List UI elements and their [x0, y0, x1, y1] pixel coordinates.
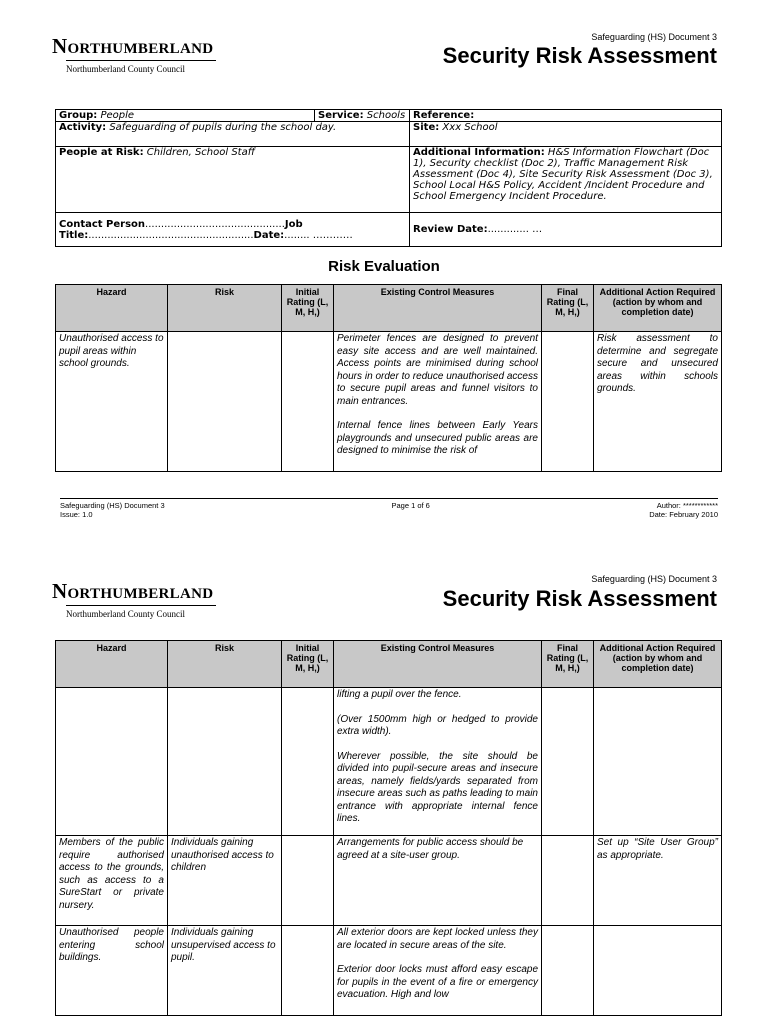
- activity-cell: [56, 122, 410, 147]
- jobtitle-dots: ....................................................: [88, 229, 254, 241]
- measure-text: Internal fence lines between Early Years playgrounds and unsecured public areas are designed to minimise the risk of: [337, 420, 538, 456]
- header-initial-rating: Initial Rating (L, M, H,): [282, 641, 334, 688]
- council-logo: [52, 579, 216, 619]
- contact-label: Contact Person: [59, 218, 146, 230]
- initial-rating-cell: [282, 688, 334, 836]
- existing-measures-cell: [334, 332, 542, 472]
- site-value: Xxx School: [442, 122, 498, 133]
- page-2: [0, 545, 768, 1024]
- reference-cell: [410, 110, 722, 122]
- final-rating-cell: [542, 688, 594, 836]
- people-label: People at Risk:: [59, 147, 144, 158]
- site-cell: [410, 122, 722, 147]
- additional-action-cell: [594, 926, 722, 1016]
- header-risk: Risk: [168, 285, 282, 332]
- additional-action-cell: [594, 688, 722, 836]
- logo-wordmark: Northumberland: [52, 579, 214, 603]
- header-risk: Risk: [168, 641, 282, 688]
- assessment-info-table: [55, 109, 722, 247]
- initial-rating-cell: [282, 926, 334, 1016]
- measure-text: Arrangements for public access should be agreed at a site-user group.: [337, 837, 524, 861]
- header-initial-rating: Initial Rating (L, M, H,): [282, 285, 334, 332]
- footer-page-number: Page 1 of 6: [391, 501, 430, 510]
- activity-value: Safeguarding of pupils during the school day.: [109, 122, 337, 133]
- final-rating-cell: [542, 926, 594, 1016]
- existing-measures-cell: [334, 836, 542, 926]
- risk-cell: Individuals gaining unsupervised access to pupil.: [168, 926, 282, 1016]
- risk-evaluation-table: [55, 284, 722, 472]
- header-hazard: Hazard: [56, 641, 168, 688]
- measure-text: lifting a pupil over the fence.: [337, 689, 462, 700]
- council-logo: [52, 34, 216, 74]
- table-row: [56, 688, 722, 836]
- header-additional-action: Additional Action Required (action by whom and completion date): [594, 641, 722, 688]
- header-additional-action: Additional Action Required (action by whom and completion date): [594, 285, 722, 332]
- measure-text: Wherever possible, the site should be divided into pupil-secure areas and insecure areas, namely fields/yards separated from insecure areas such as paths leading to main entrance with appropriate internal fence lines.: [337, 750, 538, 824]
- risk-evaluation-table: [55, 640, 722, 1016]
- review-label: Review Date:: [413, 224, 488, 235]
- header-final-rating: Final Rating (L, M, H,): [542, 285, 594, 332]
- hazard-cell: Unauthorised access to pupil areas within school grounds.: [56, 332, 168, 472]
- additional-info-cell: [410, 147, 722, 213]
- logo-wordmark: Northumberland: [52, 34, 214, 58]
- header-existing-measures: Existing Control Measures: [334, 641, 542, 688]
- group-label: Group:: [59, 110, 98, 121]
- footer-author: Author: ************: [656, 501, 718, 510]
- site-label: Site:: [413, 122, 440, 133]
- hazard-cell: Members of the public require authorised access to the grounds, such as access to a SureStart or private nursery.: [56, 836, 168, 926]
- footer-divider: [60, 498, 718, 499]
- people-at-risk-cell: [56, 147, 410, 213]
- additional-action-cell: Risk assessment to determine and segregate secure and unsecured areas within schools grounds.: [594, 332, 722, 472]
- section-title: Risk Evaluation: [328, 258, 440, 275]
- table-row: [56, 836, 722, 926]
- review-date-cell: [410, 213, 722, 247]
- existing-measures-cell: [334, 926, 542, 1016]
- group-value: People: [100, 110, 135, 121]
- logo-council-name: Northumberland County Council: [66, 605, 216, 619]
- additional-value: H&S Information Flowchart (Doc 1), Security checklist (Doc 2), Traffic Management Risk Assessment (Doc 4), Site Security Risk Assessment (Doc 3), School Local H&S Policy, Accident /Incident Procedure and School Emergency Incident Procedure.: [413, 147, 713, 202]
- group-cell: [56, 110, 315, 122]
- risk-cell: [168, 332, 282, 472]
- jobtitle-label: Job Title:: [59, 218, 303, 241]
- service-cell: [315, 110, 410, 122]
- page-footer: [60, 498, 718, 519]
- hazard-cell: Unauthorised people entering school buildings.: [56, 926, 168, 1016]
- header-final-rating: Final Rating (L, M, H,): [542, 641, 594, 688]
- document-reference: Safeguarding (HS) Document 3: [591, 32, 717, 42]
- table-row: [56, 926, 722, 1016]
- final-rating-cell: [542, 332, 594, 472]
- contact-cell: [56, 213, 410, 247]
- risk-cell: Individuals gaining unauthorised access to children: [168, 836, 282, 926]
- service-label: Service:: [318, 110, 364, 121]
- document-reference: Safeguarding (HS) Document 3: [591, 574, 717, 584]
- final-rating-cell: [542, 836, 594, 926]
- review-dots: ............. …: [487, 224, 543, 235]
- footer-issue: Issue: 1.0: [60, 510, 93, 519]
- footer-date: Date: February 2010: [649, 510, 718, 519]
- contact-dots: ............................................: [145, 218, 285, 230]
- measure-text: All exterior doors are kept locked unless they are located in secure areas of the site.: [337, 927, 538, 951]
- initial-rating-cell: [282, 332, 334, 472]
- date-label: Date:: [253, 229, 285, 241]
- date-dots: ........ …………: [284, 229, 353, 241]
- table-row: [56, 332, 722, 472]
- risk-cell: [168, 688, 282, 836]
- reference-label: Reference:: [413, 110, 475, 121]
- initial-rating-cell: [282, 836, 334, 926]
- header-existing-measures: Existing Control Measures: [334, 285, 542, 332]
- existing-measures-cell: [334, 688, 542, 836]
- measure-text: (Over 1500mm high or hedged to provide extra width).: [337, 713, 538, 737]
- header-hazard: Hazard: [56, 285, 168, 332]
- additional-action-cell: Set up “Site User Group” as appropriate.: [594, 836, 722, 926]
- additional-label: Additional Information:: [413, 147, 545, 158]
- hazard-cell: [56, 688, 168, 836]
- people-value: Children, School Staff: [146, 147, 255, 158]
- page-title: Security Risk Assessment: [442, 43, 717, 68]
- footer-document: Safeguarding (HS) Document 3: [60, 501, 165, 510]
- activity-label: Activity:: [59, 122, 107, 133]
- page-title: Security Risk Assessment: [442, 586, 717, 611]
- measure-text: Exterior door locks must afford easy escape for pupils in the event of a fire or emergency evacuation. High and low: [337, 964, 538, 1000]
- measure-text: Perimeter fences are designed to prevent easy site access and are well maintained. Access points are minimised during school hours in order to reduce unauthorised access to secure pupil areas and funnel visitors to main entrances.: [337, 333, 538, 407]
- service-value: Schools: [366, 110, 406, 121]
- logo-council-name: Northumberland County Council: [66, 60, 216, 74]
